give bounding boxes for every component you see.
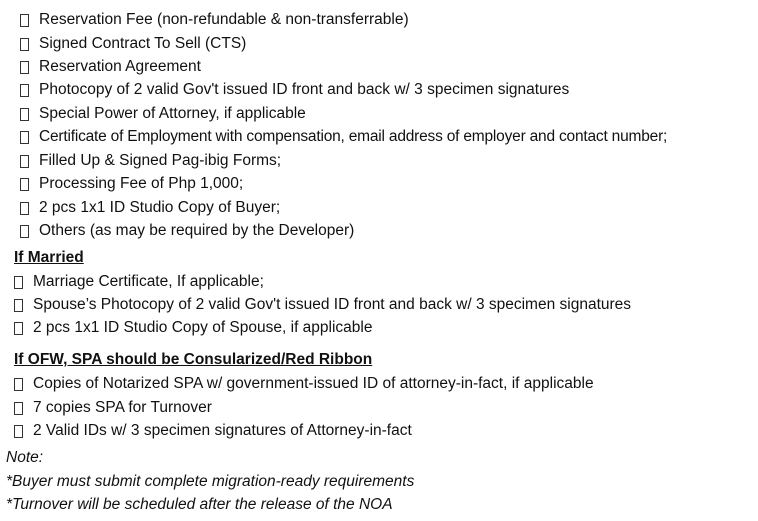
- married-item-label: 2 pcs 1x1 ID Studio Copy of Spouse, if applicable: [33, 319, 373, 336]
- checkbox-icon: [14, 322, 23, 335]
- checklist-item: [20, 79, 569, 101]
- ofw-item-label: Copies of Notarized SPA w/ government-issued ID of attorney-in-fact, if applicable: [33, 375, 594, 392]
- checklist-item-label: Others (as may be required by the Developer): [39, 222, 355, 239]
- married-item-label: Marriage Certificate, If applicable;: [33, 273, 264, 290]
- checkbox-icon: [20, 225, 29, 238]
- married-item: [14, 271, 264, 293]
- checkbox-icon: [20, 178, 29, 191]
- ofw-item: [14, 373, 594, 395]
- checklist-item-label: Signed Contract To Sell (CTS): [39, 35, 247, 52]
- checklist-item-label: Filled Up & Signed Pag-ibig Forms;: [39, 152, 282, 169]
- married-item: [14, 317, 372, 339]
- checklist-item-label: Reservation Agreement: [39, 58, 201, 75]
- checkbox-icon: [14, 299, 23, 312]
- checklist-item-label: 2 pcs 1x1 ID Studio Copy of Buyer;: [39, 199, 281, 216]
- married-item-label: Spouse’s Photocopy of 2 valid Gov't issued ID front and back w/ 3 specimen signatures: [33, 296, 632, 313]
- note-line: *Turnover will be scheduled after the release of the NOA: [6, 496, 393, 513]
- checkbox-icon: [14, 378, 23, 391]
- checkbox-icon: [14, 276, 23, 289]
- checkbox-icon: [20, 155, 29, 168]
- checklist-item: [20, 56, 201, 78]
- checklist-item-label: Reservation Fee (non-refundable & non-transferrable): [39, 11, 409, 28]
- checklist-item: [20, 126, 667, 148]
- checklist-item: [20, 197, 280, 219]
- checkbox-icon: [20, 38, 29, 51]
- checklist-item-label: Special Power of Attorney, if applicable: [39, 105, 306, 122]
- married-item: [14, 294, 631, 316]
- checklist-item-label: Processing Fee of Php 1,000;: [39, 175, 244, 192]
- checklist-item: [20, 173, 243, 195]
- note-label: Note:: [6, 449, 44, 466]
- checklist-item: [20, 33, 246, 55]
- ofw-item: [14, 397, 212, 419]
- checklist-item-label: Photocopy of 2 valid Gov't issued ID front and back w/ 3 specimen signatures: [39, 81, 570, 98]
- checkbox-icon: [20, 131, 29, 144]
- checklist-item: [20, 150, 281, 172]
- checkbox-icon: [20, 84, 29, 97]
- checklist-item: [20, 103, 306, 125]
- checkbox-icon: [20, 108, 29, 121]
- checklist-item-label: Certificate of Employment with compensation, email address of employer and contact number;: [39, 128, 668, 145]
- ofw-item-label: 2 Valid IDs w/ 3 specimen signatures of Attorney-in-fact: [33, 422, 412, 439]
- checkbox-icon: [20, 61, 29, 74]
- checkbox-icon: [20, 14, 29, 27]
- checklist-item: [20, 220, 354, 242]
- married-heading: If Married: [14, 249, 84, 266]
- ofw-item-label: 7 copies SPA for Turnover: [33, 399, 212, 416]
- checkbox-icon: [20, 202, 29, 215]
- checkbox-icon: [14, 425, 23, 438]
- ofw-item: [14, 420, 412, 442]
- ofw-heading: If OFW, SPA should be Consularized/Red Ribbon: [14, 351, 373, 368]
- checklist-item: [20, 9, 409, 31]
- note-line: *Buyer must submit complete migration-ready requirements: [6, 473, 415, 490]
- checkbox-icon: [14, 402, 23, 415]
